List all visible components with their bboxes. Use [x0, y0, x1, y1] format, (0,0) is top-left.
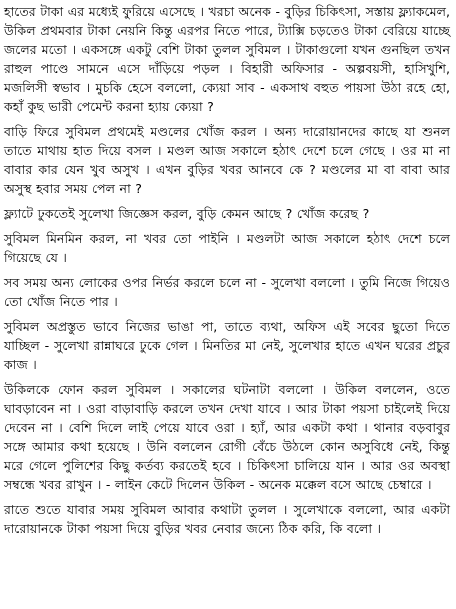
paragraph-2: বাড়ি ফিরে সুবিমল প্রথমেই মণ্ডলের খোঁজ করল । অন্য দারোয়ানদের কাছে যা শুনল তাতে মাথায় হাত দিয়ে বসল । মণ্ডল আজ সকালে হঠাৎ দেশে চলে গেছে । ওর মা না বাবার কার যেন খুব অসুখ । এখন বুড়ির খবর আনবে কে ? মণ্ডলের মা বা বাবা আর অসুস্থ হবার সময় পেল না ?: [4, 124, 450, 196]
paragraph-1: হাতের টাকা এর মধ্যেই ফুরিয়ে এসেছে । খরচা অনেক - বুড়ির চিকিৎসা, সস্তায় ফ্ল্যাকমেল, উকিল প্রথমবার টাকা নেয়নি কিন্তু এরপর নিতে পারে, ট্যাক্সি চড়তেও টাকা বেরিয়ে যাচ্ছে জলের মতো । একসঙ্গে একটু বেশি টাকা তুলল সুবিমল । টাকাগুলো যখন গুনছিল তখন রাহুল পাণ্ডে সামনে এসে দাঁড়িয়ে পড়ল । বিহারী অফিসার - অল্পবয়সী, হাসিখুশি, মজলিসী স্বভাব । মুচকি হেসে বললো, ক্যেয়া সাব - একসাথ বহুত পায়সা উঠা রহে হো, কহাঁ কুছ ভারী পেমেন্ট করনা হ্যায় ক্যেয়া ?: [4, 4, 450, 114]
paragraph-5: সব সময় অন্য লোকের ওপর নির্ভর করলে চলে না - সুলেখা বললো । তুমি নিজে গিয়েও তো খোঁজ নিতে পার ।: [4, 275, 450, 309]
paragraph-4: সুবিমল মিনমিন করল, না খবর তো পাইনি । মণ্ডলটা আজ সকালে হঠাৎ দেশে চলে গিয়েছে যে ।: [4, 231, 450, 265]
paragraph-6: সুবিমল অপ্রস্তুত ভাবে নিজের ভাঙা পা, তাতে ব্যথা, অফিস এই সবের ছুতো দিতে যাচ্ছিল - সুলেখা রান্নাঘরে ঢুকে গেল । মিনতির মা নেই, সুলেখার হাতে এখন ঘরের প্রচুর কাজ ।: [4, 319, 450, 372]
paragraph-3: ফ্ল্যাটে ঢুকতেই সুলেখা জিজ্ঞেস করল, বুড়ি কেমন আছে ? খোঁজ করেছ ?: [4, 206, 370, 221]
paragraph-8: রাতে শুতে যাবার সময় সুবিমল আবার কথাটা তুলল । সুলেখাকে বললো, আর একটা দারোয়ানকে টাকা পয়সা দিয়ে বুড়ির খবর নেবার জন্যে ঠিক করি, কি বলো ।: [4, 502, 450, 536]
paragraph-7: উকিলকে ফোন করল সুবিমল । সকালের ঘটনাটা বললো । উকিল বললেন, ওতে ঘাবড়াবেন না । ওরা বাড়াবাড়ি করলে তখন দেখা যাবে । আর টাকা পয়সা চাইলেই দিয়ে দেবেন না । বেশি দিলে লাই পেয়ে যাবে ওরা । হ্যাঁ, আর একটা কথা । থানার বড়বাবুর সঙ্গে আমার কথা হয়েছে । উনি বললেন রোগী বেঁচে উঠলে কোন অসুবিধে নেই, কিন্তু মরে গেলে পুলিশের কিছু কর্তব্য করতেই হবে । চিকিৎসা চালিয়ে যান । আর ওর অবস্থা সম্বন্ধে খবর রাখুন । - লাইন কেটে দিলেন উকিল - অনেক মক্কেল বসে আছে চেম্বারে ।: [4, 382, 450, 492]
